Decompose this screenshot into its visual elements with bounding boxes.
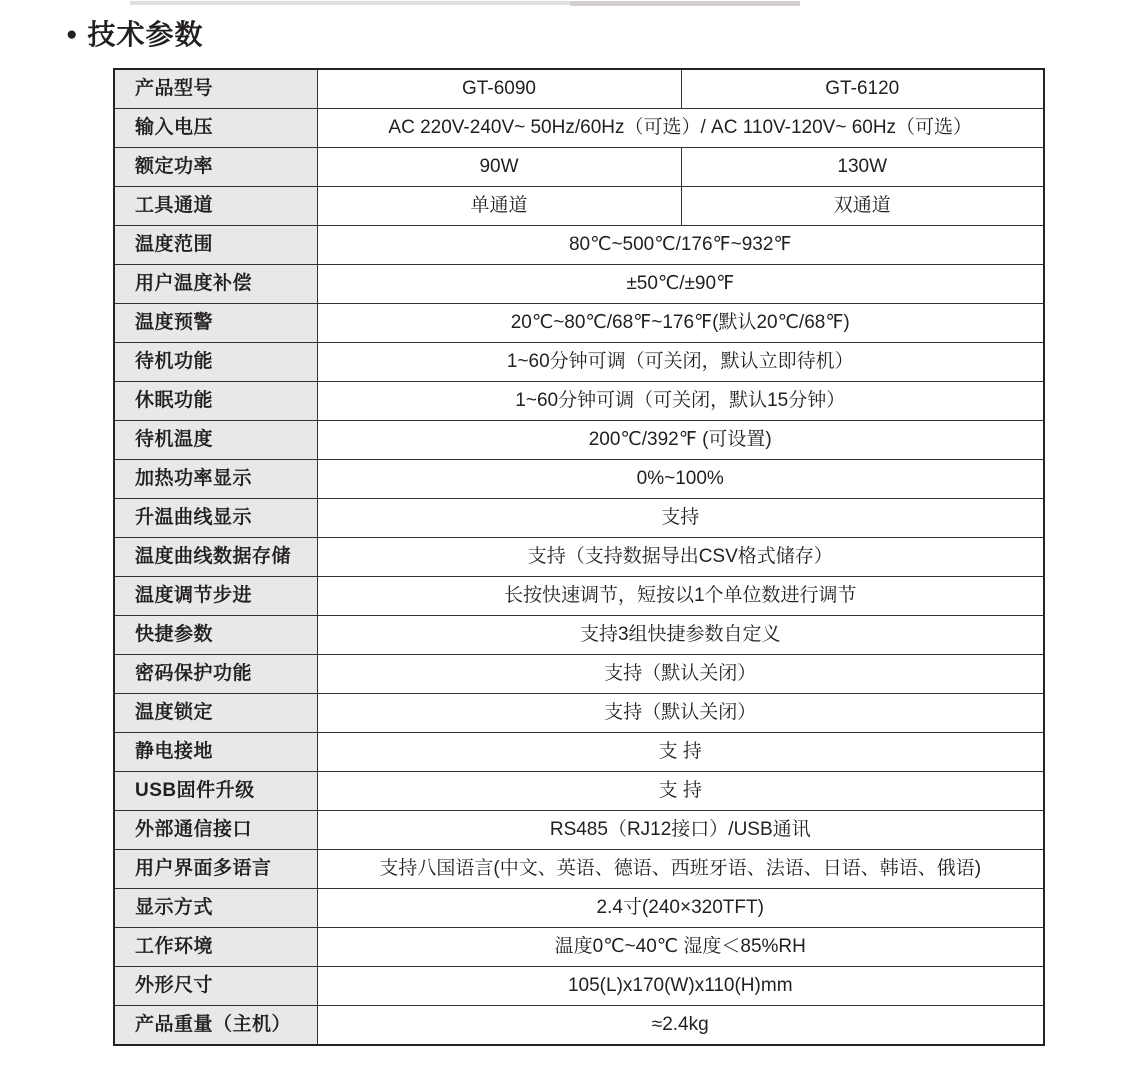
table-row (114, 421, 1044, 460)
page-edge-artifact (130, 1, 570, 5)
table-row (114, 304, 1044, 343)
row-label: 快捷参数 (114, 616, 317, 655)
row-label: 显示方式 (114, 889, 317, 928)
table-row (114, 928, 1044, 967)
table-row (114, 343, 1044, 382)
row-value: 支持（默认关闭） (317, 655, 1044, 694)
table-row (114, 616, 1044, 655)
row-value: 2.4寸(240×320TFT) (317, 889, 1044, 928)
row-label: 温度预警 (114, 304, 317, 343)
row-label: 加热功率显示 (114, 460, 317, 499)
row-value: 105(L)x170(W)x110(H)mm (317, 967, 1044, 1006)
table-row (114, 811, 1044, 850)
table-row (114, 1006, 1044, 1046)
row-label: 外部通信接口 (114, 811, 317, 850)
spec-table (113, 68, 1045, 1046)
row-value: 支持3组快捷参数自定义 (317, 616, 1044, 655)
row-label: 输入电压 (114, 109, 317, 148)
table-row (114, 460, 1044, 499)
row-value: 80℃~500℃/176℉~932℉ (317, 226, 1044, 265)
table-row (114, 226, 1044, 265)
page-edge-artifact (570, 1, 800, 6)
row-value: AC 220V-240V~ 50Hz/60Hz（可选）/ AC 110V-120V~ 60Hz（可选） (317, 109, 1044, 148)
row-label: 待机功能 (114, 343, 317, 382)
table-row (114, 148, 1044, 187)
row-label: 静电接地 (114, 733, 317, 772)
row-value: 90W (317, 148, 681, 187)
spec-table-body (114, 69, 1044, 1045)
row-value: 130W (681, 148, 1044, 187)
row-value: 1~60分钟可调（可关闭，默认15分钟） (317, 382, 1044, 421)
row-label: 工作环境 (114, 928, 317, 967)
row-label: 温度调节步进 (114, 577, 317, 616)
table-row (114, 109, 1044, 148)
section-title: 技术参数 (87, 19, 204, 50)
row-value: GT-6120 (681, 69, 1044, 109)
row-label: 待机温度 (114, 421, 317, 460)
row-label: 温度曲线数据存储 (114, 538, 317, 577)
table-row (114, 69, 1044, 109)
table-row (114, 655, 1044, 694)
table-row (114, 889, 1044, 928)
row-value: GT-6090 (317, 69, 681, 109)
bullet-icon: ● (66, 23, 79, 45)
table-row (114, 538, 1044, 577)
row-value: 支持（支持数据导出CSV格式储存） (317, 538, 1044, 577)
row-label: 温度范围 (114, 226, 317, 265)
row-value: 支持八国语言(中文、英语、德语、西班牙语、法语、日语、韩语、俄语) (317, 850, 1044, 889)
row-value: 20℃~80℃/68℉~176℉(默认20℃/68℉) (317, 304, 1044, 343)
row-value: 支持 (317, 499, 1044, 538)
row-value: 支持（默认关闭） (317, 694, 1044, 733)
row-label: 产品型号 (114, 69, 317, 109)
row-value: 长按快速调节，短按以1个单位数进行调节 (317, 577, 1044, 616)
row-label: 用户界面多语言 (114, 850, 317, 889)
table-row (114, 265, 1044, 304)
table-row (114, 499, 1044, 538)
table-row (114, 772, 1044, 811)
table-row (114, 850, 1044, 889)
row-label: 外形尺寸 (114, 967, 317, 1006)
table-row (114, 577, 1044, 616)
row-value: ≈2.4kg (317, 1006, 1044, 1046)
row-value: 支 持 (317, 772, 1044, 811)
row-value: RS485（RJ12接口）/USB通讯 (317, 811, 1044, 850)
table-row (114, 382, 1044, 421)
row-label: USB固件升级 (114, 772, 317, 811)
row-value: 温度0℃~40℃ 湿度＜85%RH (317, 928, 1044, 967)
table-row (114, 733, 1044, 772)
row-value: 0%~100% (317, 460, 1044, 499)
table-row (114, 694, 1044, 733)
row-label: 用户温度补偿 (114, 265, 317, 304)
row-label: 温度锁定 (114, 694, 317, 733)
row-value: 200℃/392℉ (可设置) (317, 421, 1044, 460)
row-value: 双通道 (681, 187, 1044, 226)
row-value: 单通道 (317, 187, 681, 226)
row-label: 升温曲线显示 (114, 499, 317, 538)
row-value: 支 持 (317, 733, 1044, 772)
row-label: 产品重量（主机） (114, 1006, 317, 1046)
row-label: 额定功率 (114, 148, 317, 187)
row-value: ±50℃/±90℉ (317, 265, 1044, 304)
table-row (114, 187, 1044, 226)
table-row (114, 967, 1044, 1006)
row-value: 1~60分钟可调（可关闭，默认立即待机） (317, 343, 1044, 382)
row-label: 休眠功能 (114, 382, 317, 421)
section-heading (66, 13, 204, 53)
row-label: 工具通道 (114, 187, 317, 226)
row-label: 密码保护功能 (114, 655, 317, 694)
